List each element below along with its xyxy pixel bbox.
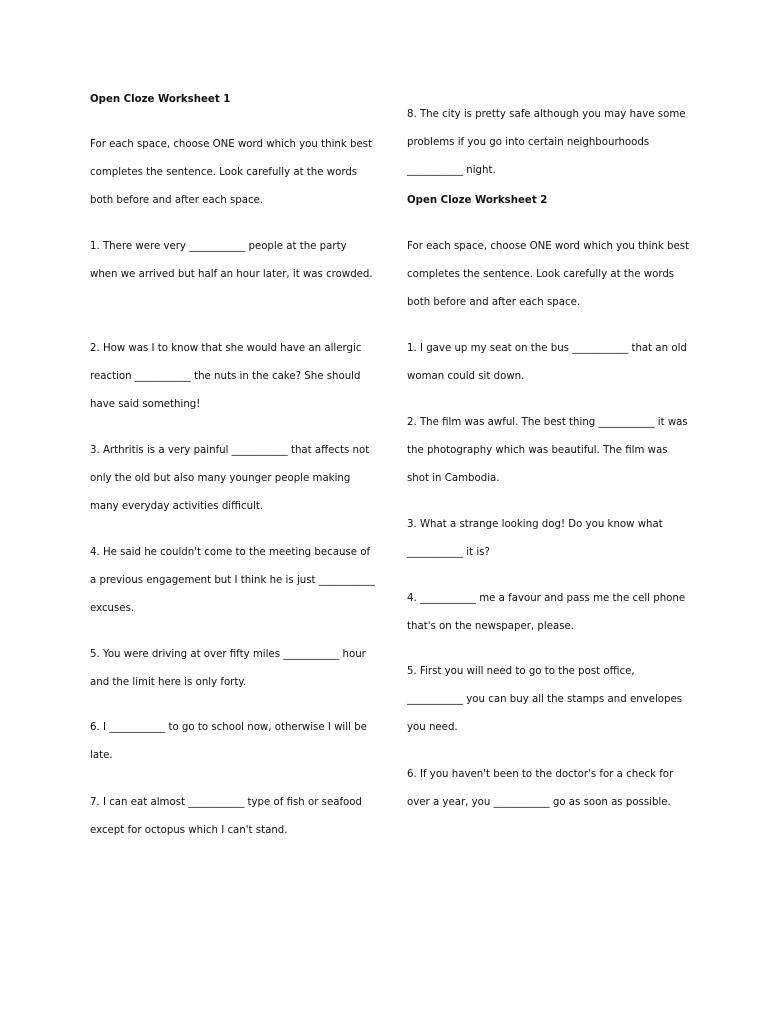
w1-question-2: 2. How was I to know that she would have an allergic reaction ___________ the nuts in the cake? She should have said something!	[90, 343, 365, 410]
w2-question-1: 1. I gave up my seat on the bus ___________ that an old woman could sit down.	[407, 343, 691, 382]
worksheet2-instructions: For each space, choose ONE word which you think best completes the sentence. Look carefully at the words both before and after each space.	[407, 241, 693, 308]
w2-question-3: 3. What a strange looking dog! Do you know what ___________ it is?	[407, 519, 666, 558]
w1-question-4: 4. He said he couldn't come to the meeting because of a previous engagement but I think he is just ___________ excuses.	[90, 547, 379, 614]
w1-question-8: 8. The city is pretty safe although you may have some problems if you go into certain neighbourhoods ___________ night.	[407, 109, 689, 176]
w1-question-7: 7. I can eat almost ___________ type of fish or seafood except for octopus which I can't stand.	[90, 797, 366, 836]
w2-question-4: 4. ___________ me a favour and pass me the cell phone that's on the newspaper, please.	[407, 593, 689, 632]
w1-question-1: 1. There were very ___________ people at the party when we arrived but half an hour later, it was crowded.	[90, 241, 373, 280]
w1-question-5: 5. You were driving at over fifty miles ___________ hour and the limit here is only forty.	[90, 649, 370, 688]
w2-question-5: 5. First you will need to go to the post office, ___________ you can buy all the stamps and envelopes you need.	[407, 666, 686, 733]
worksheet1-instructions: For each space, choose ONE word which you think best completes the sentence. Look carefully at the words both before and after each space.	[90, 139, 376, 206]
w2-question-2: 2. The film was awful. The best thing ___________ it was the photography which was beautiful. The film was shot in Cambodia.	[407, 417, 691, 484]
w2-question-6: 6. If you haven't been to the doctor's for a check for over a year, you ___________ go as soon as possible.	[407, 769, 677, 808]
worksheet1-title: Open Cloze Worksheet 1	[90, 94, 231, 105]
w1-question-6: 6. I ___________ to go to school now, otherwise I will be late.	[90, 722, 371, 761]
w1-question-3: 3. Arthritis is a very painful ___________ that affects not only the old but also many younger people making many everyday activities difficult.	[90, 445, 373, 512]
worksheet2-title: Open Cloze Worksheet 2	[407, 195, 548, 206]
